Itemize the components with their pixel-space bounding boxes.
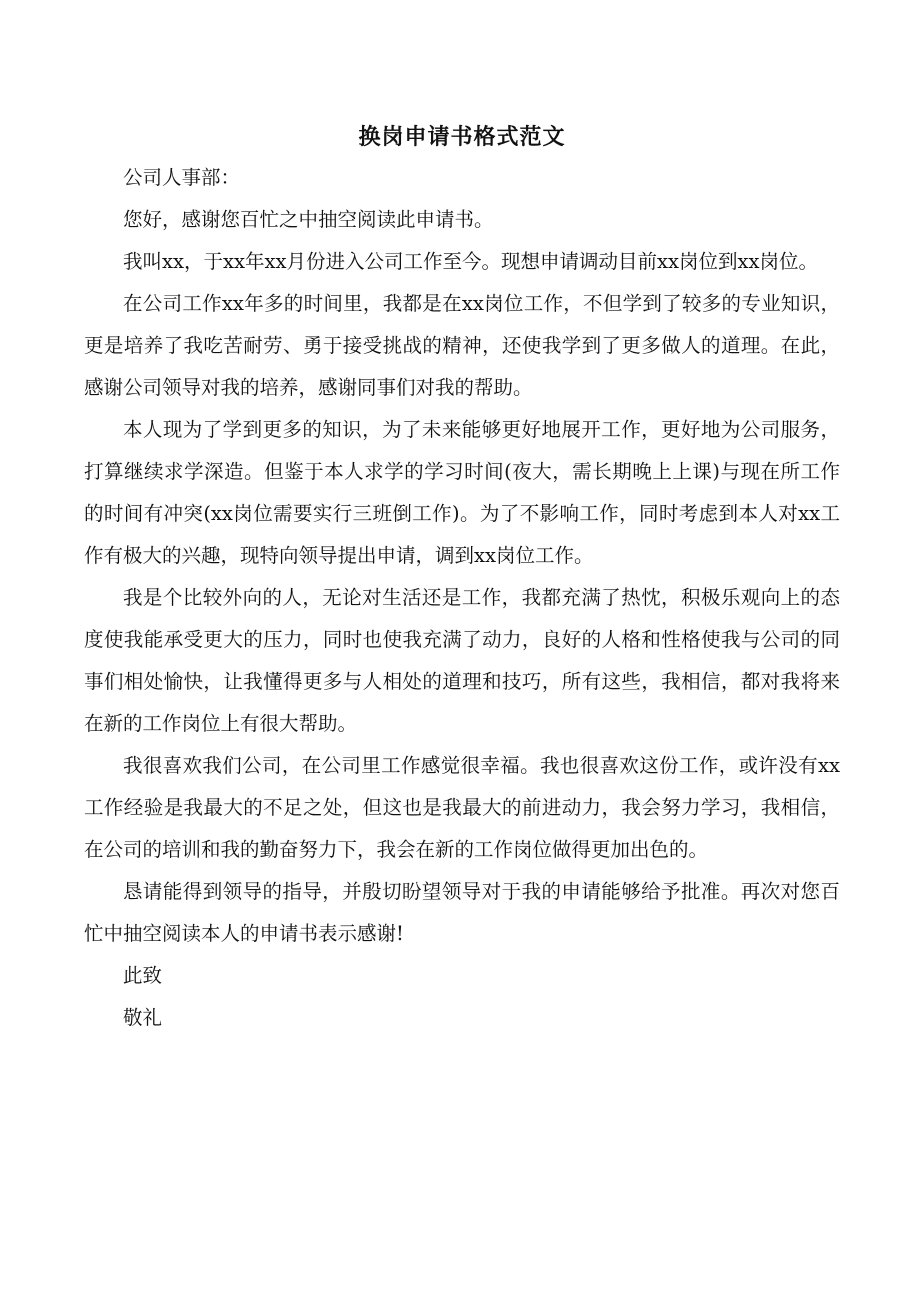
closing-line-2: 敬礼 <box>123 1006 163 1029</box>
document-title: 换岗申请书格式范文 <box>358 124 566 150</box>
salutation: 公司人事部： <box>123 166 241 189</box>
document-page <box>84 117 840 1039</box>
paragraph-experience: 在公司工作xx年多的时间里，我都是在xx岗位工作，不但学到了较多的专业知识，更是培养了我吃苦耐劳、勇于接受挑战的精神，还使我学到了更多做人的道理。在此，感谢公司领导对我的培养，感谢同事们对我的帮助。 <box>84 292 840 399</box>
paragraph-request: 恳请能得到领导的指导，并殷切盼望领导对于我的申请能够给予批准。再次对您百忙中抽空阅读本人的申请书表示感谢! <box>84 880 840 945</box>
paragraph-commitment: 我很喜欢我们公司，在公司里工作感觉很幸福。我也很喜欢这份工作，或许没有xx工作经验是我最大的不足之处，但这也是我最大的前进动力，我会努力学习，我相信，在公司的培训和我的勤奋努力下，我会在新的工作岗位做得更加出色的。 <box>84 754 840 861</box>
paragraph-personality: 我是个比较外向的人，无论对生活还是工作，我都充满了热忱，积极乐观向上的态度使我能承受更大的压力，同时也使我充满了动力，良好的人格和性格使我与公司的同事们相处愉快，让我懂得更多与人相处的道理和技巧，所有这些，我相信，都对我将来在新的工作岗位上有很大帮助。 <box>84 586 840 735</box>
closing-line-1: 此致 <box>123 964 163 987</box>
greeting: 您好，感谢您百忙之中抽空阅读此申请书。 <box>123 208 494 231</box>
paragraph-intro: 我叫xx，于xx年xx月份进入公司工作至今。现想申请调动目前xx岗位到xx岗位。 <box>123 250 818 273</box>
paragraph-reason: 本人现为了学到更多的知识，为了未来能够更好地展开工作，更好地为公司服务，打算继续求学深造。但鉴于本人求学的学习时间(夜大，需长期晚上上课)与现在所工作的时间有冲突(xx岗位需要实行三班倒工作)。为了不影响工作，同时考虑到本人对xx工作有极大的兴趣，现特向领导提出申请，调到xx岗位工作。 <box>84 418 840 567</box>
